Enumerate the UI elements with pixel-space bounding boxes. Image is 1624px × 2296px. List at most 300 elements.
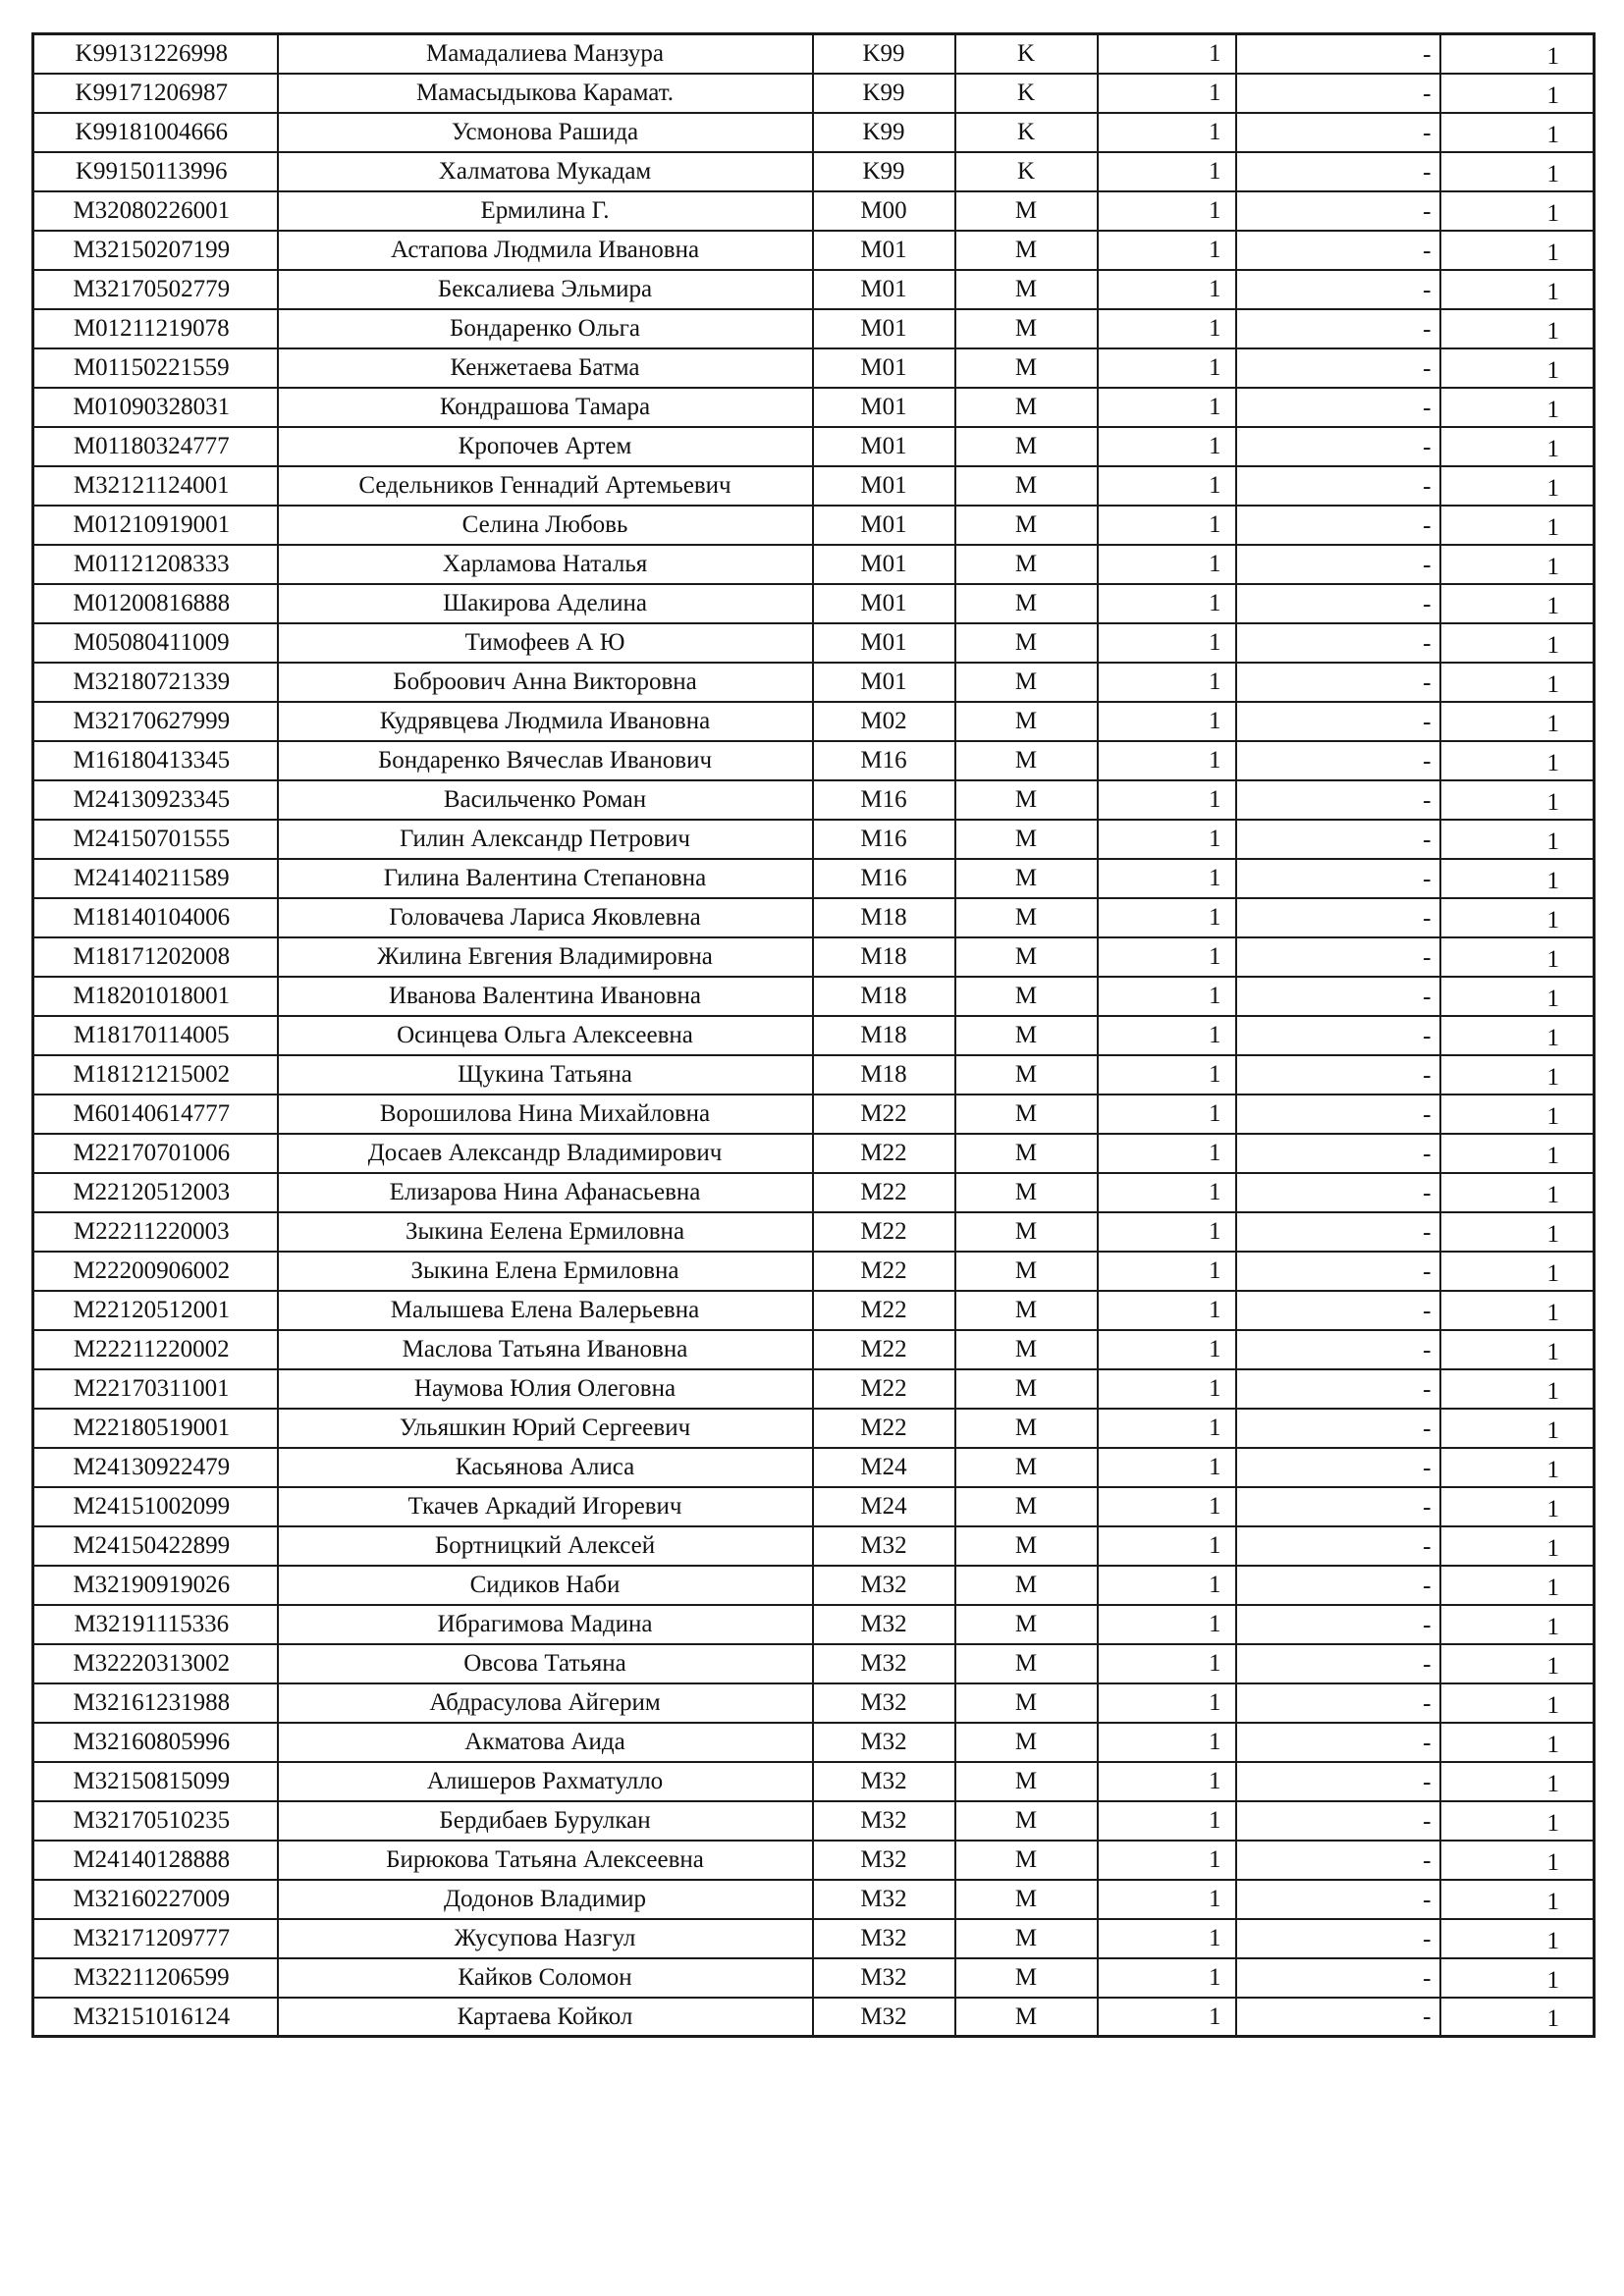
table-row [33, 1055, 1595, 1095]
category-letter-cell: M [955, 1566, 1098, 1605]
total-cell: 1 [1440, 1448, 1595, 1487]
category-letter-cell: M [955, 1409, 1098, 1448]
record-code-cell: M32191115336 [33, 1605, 278, 1644]
dash-value-cell: - [1236, 1919, 1440, 1958]
table-row [33, 545, 1595, 584]
record-code-cell: M01150221559 [33, 348, 278, 388]
person-name-cell: Малышева Елена Валерьевна [278, 1291, 813, 1330]
category-letter-cell: M [955, 309, 1098, 348]
table-row [33, 348, 1595, 388]
record-code-cell: M32220313002 [33, 1644, 278, 1683]
record-code-cell: K99131226998 [33, 34, 278, 74]
table-row [33, 898, 1595, 937]
record-code-cell: M32170627999 [33, 702, 278, 741]
group-code-cell: M22 [813, 1291, 955, 1330]
table-row [33, 702, 1595, 741]
category-letter-cell: M [955, 1448, 1098, 1487]
quantity-cell: 1 [1098, 152, 1236, 191]
total-cell: 1 [1440, 1212, 1595, 1252]
category-letter-cell: M [955, 1095, 1098, 1134]
quantity-cell: 1 [1098, 1958, 1236, 1998]
total-cell: 1 [1440, 1291, 1595, 1330]
person-name-cell: Абдрасулова Айгерим [278, 1683, 813, 1723]
quantity-cell: 1 [1098, 1998, 1236, 2037]
quantity-cell: 1 [1098, 623, 1236, 663]
quantity-cell: 1 [1098, 1919, 1236, 1958]
total-cell: 1 [1440, 191, 1595, 231]
table-row [33, 1330, 1595, 1369]
quantity-cell: 1 [1098, 1134, 1236, 1173]
group-code-cell: M32 [813, 1566, 955, 1605]
records-table-body [33, 34, 1595, 2037]
table-row [33, 663, 1595, 702]
quantity-cell: 1 [1098, 1566, 1236, 1605]
total-cell: 1 [1440, 1330, 1595, 1369]
person-name-cell: Зыкина Елена Ермиловна [278, 1252, 813, 1291]
record-code-cell: M22180519001 [33, 1409, 278, 1448]
person-name-cell: Ермилина Г. [278, 191, 813, 231]
quantity-cell: 1 [1098, 1173, 1236, 1212]
total-cell: 1 [1440, 1605, 1595, 1644]
category-letter-cell: M [955, 584, 1098, 623]
table-row [33, 1409, 1595, 1448]
record-code-cell: K99171206987 [33, 74, 278, 113]
category-letter-cell: M [955, 1212, 1098, 1252]
dash-value-cell: - [1236, 1880, 1440, 1919]
dash-value-cell: - [1236, 1762, 1440, 1801]
total-cell: 1 [1440, 1801, 1595, 1841]
person-name-cell: Кудрявцева Людмила Ивановна [278, 702, 813, 741]
group-code-cell: M32 [813, 1919, 955, 1958]
record-code-cell: M18201018001 [33, 977, 278, 1016]
record-code-cell: M24151002099 [33, 1487, 278, 1526]
group-code-cell: M02 [813, 702, 955, 741]
table-row [33, 1448, 1595, 1487]
table-row [33, 623, 1595, 663]
record-code-cell: M24150422899 [33, 1526, 278, 1566]
quantity-cell: 1 [1098, 1409, 1236, 1448]
total-cell: 1 [1440, 74, 1595, 113]
group-code-cell: M01 [813, 506, 955, 545]
dash-value-cell: - [1236, 623, 1440, 663]
record-code-cell: K99181004666 [33, 113, 278, 152]
person-name-cell: Ульяшкин Юрий Сергеевич [278, 1409, 813, 1448]
group-code-cell: M32 [813, 1880, 955, 1919]
group-code-cell: M32 [813, 1723, 955, 1762]
total-cell: 1 [1440, 1134, 1595, 1173]
person-name-cell: Досаев Александр Владимирович [278, 1134, 813, 1173]
record-code-cell: M32171209777 [33, 1919, 278, 1958]
table-row [33, 1095, 1595, 1134]
dash-value-cell: - [1236, 113, 1440, 152]
group-code-cell: M01 [813, 388, 955, 427]
table-row [33, 1880, 1595, 1919]
category-letter-cell: M [955, 1919, 1098, 1958]
total-cell: 1 [1440, 466, 1595, 506]
dash-value-cell: - [1236, 1330, 1440, 1369]
group-code-cell: M01 [813, 427, 955, 466]
category-letter-cell: M [955, 1605, 1098, 1644]
dash-value-cell: - [1236, 270, 1440, 309]
group-code-cell: M01 [813, 270, 955, 309]
person-name-cell: Сидиков Наби [278, 1566, 813, 1605]
table-row [33, 1487, 1595, 1526]
total-cell: 1 [1440, 1016, 1595, 1055]
group-code-cell: M22 [813, 1330, 955, 1369]
table-row [33, 1919, 1595, 1958]
record-code-cell: M32190919026 [33, 1566, 278, 1605]
total-cell: 1 [1440, 1369, 1595, 1409]
person-name-cell: Иванова Валентина Ивановна [278, 977, 813, 1016]
group-code-cell: M16 [813, 741, 955, 780]
table-row [33, 1369, 1595, 1409]
group-code-cell: M22 [813, 1173, 955, 1212]
person-name-cell: Кенжетаева Батма [278, 348, 813, 388]
quantity-cell: 1 [1098, 1723, 1236, 1762]
record-code-cell: M32211206599 [33, 1958, 278, 1998]
table-row [33, 1723, 1595, 1762]
group-code-cell: M32 [813, 1841, 955, 1880]
record-code-cell: M24130922479 [33, 1448, 278, 1487]
table-row [33, 152, 1595, 191]
person-name-cell: Селина Любовь [278, 506, 813, 545]
category-letter-cell: M [955, 1683, 1098, 1723]
record-code-cell: M22120512001 [33, 1291, 278, 1330]
record-code-cell: M01200816888 [33, 584, 278, 623]
quantity-cell: 1 [1098, 309, 1236, 348]
table-row [33, 1841, 1595, 1880]
total-cell: 1 [1440, 506, 1595, 545]
total-cell: 1 [1440, 1095, 1595, 1134]
category-letter-cell: K [955, 113, 1098, 152]
quantity-cell: 1 [1098, 1291, 1236, 1330]
group-code-cell: K99 [813, 34, 955, 74]
quantity-cell: 1 [1098, 74, 1236, 113]
group-code-cell: K99 [813, 113, 955, 152]
quantity-cell: 1 [1098, 741, 1236, 780]
table-row [33, 1134, 1595, 1173]
category-letter-cell: M [955, 741, 1098, 780]
dash-value-cell: - [1236, 506, 1440, 545]
record-code-cell: M18121215002 [33, 1055, 278, 1095]
group-code-cell: M32 [813, 1998, 955, 2037]
table-row [33, 1291, 1595, 1330]
table-row [33, 820, 1595, 859]
dash-value-cell: - [1236, 1409, 1440, 1448]
group-code-cell: M16 [813, 820, 955, 859]
quantity-cell: 1 [1098, 427, 1236, 466]
quantity-cell: 1 [1098, 1762, 1236, 1801]
quantity-cell: 1 [1098, 1448, 1236, 1487]
dash-value-cell: - [1236, 1998, 1440, 2037]
total-cell: 1 [1440, 584, 1595, 623]
table-row [33, 780, 1595, 820]
group-code-cell: M01 [813, 309, 955, 348]
quantity-cell: 1 [1098, 1841, 1236, 1880]
dash-value-cell: - [1236, 937, 1440, 977]
record-code-cell: M24140211589 [33, 859, 278, 898]
dash-value-cell: - [1236, 820, 1440, 859]
person-name-cell: Бексалиева Эльмира [278, 270, 813, 309]
table-row [33, 309, 1595, 348]
category-letter-cell: M [955, 1330, 1098, 1369]
dash-value-cell: - [1236, 1644, 1440, 1683]
table-row [33, 74, 1595, 113]
person-name-cell: Шакирова Аделина [278, 584, 813, 623]
table-row [33, 937, 1595, 977]
total-cell: 1 [1440, 702, 1595, 741]
category-letter-cell: M [955, 1644, 1098, 1683]
category-letter-cell: M [955, 977, 1098, 1016]
quantity-cell: 1 [1098, 1330, 1236, 1369]
record-code-cell: M22120512003 [33, 1173, 278, 1212]
table-row [33, 1526, 1595, 1566]
category-letter-cell: M [955, 623, 1098, 663]
total-cell: 1 [1440, 231, 1595, 270]
person-name-cell: Елизарова Нина Афанасьевна [278, 1173, 813, 1212]
record-code-cell: M22200906002 [33, 1252, 278, 1291]
person-name-cell: Наумова Юлия Олеговна [278, 1369, 813, 1409]
quantity-cell: 1 [1098, 1369, 1236, 1409]
person-name-cell: Мамадалиева Манзура [278, 34, 813, 74]
dash-value-cell: - [1236, 545, 1440, 584]
dash-value-cell: - [1236, 34, 1440, 74]
dash-value-cell: - [1236, 309, 1440, 348]
dash-value-cell: - [1236, 1605, 1440, 1644]
person-name-cell: Овсова Татьяна [278, 1644, 813, 1683]
category-letter-cell: M [955, 270, 1098, 309]
category-letter-cell: M [955, 1291, 1098, 1330]
category-letter-cell: M [955, 348, 1098, 388]
total-cell: 1 [1440, 427, 1595, 466]
category-letter-cell: K [955, 34, 1098, 74]
dash-value-cell: - [1236, 584, 1440, 623]
total-cell: 1 [1440, 270, 1595, 309]
group-code-cell: M22 [813, 1212, 955, 1252]
group-code-cell: M01 [813, 348, 955, 388]
table-row [33, 1016, 1595, 1055]
dash-value-cell: - [1236, 74, 1440, 113]
group-code-cell: M22 [813, 1369, 955, 1409]
record-code-cell: M16180413345 [33, 741, 278, 780]
record-code-cell: M32150207199 [33, 231, 278, 270]
group-code-cell: M16 [813, 780, 955, 820]
record-code-cell: M01090328031 [33, 388, 278, 427]
dash-value-cell: - [1236, 466, 1440, 506]
dash-value-cell: - [1236, 231, 1440, 270]
dash-value-cell: - [1236, 1566, 1440, 1605]
dash-value-cell: - [1236, 780, 1440, 820]
dash-value-cell: - [1236, 427, 1440, 466]
quantity-cell: 1 [1098, 113, 1236, 152]
record-code-cell: M18171202008 [33, 937, 278, 977]
person-name-cell: Усмонова Рашида [278, 113, 813, 152]
quantity-cell: 1 [1098, 859, 1236, 898]
category-letter-cell: M [955, 388, 1098, 427]
group-code-cell: M01 [813, 466, 955, 506]
group-code-cell: K99 [813, 74, 955, 113]
group-code-cell: M18 [813, 898, 955, 937]
person-name-cell: Бондаренко Ольга [278, 309, 813, 348]
records-table [31, 32, 1596, 2038]
total-cell: 1 [1440, 1958, 1595, 1998]
group-code-cell: M18 [813, 1055, 955, 1095]
category-letter-cell: M [955, 1252, 1098, 1291]
person-name-cell: Щукина Татьяна [278, 1055, 813, 1095]
total-cell: 1 [1440, 309, 1595, 348]
dash-value-cell: - [1236, 859, 1440, 898]
group-code-cell: M01 [813, 584, 955, 623]
dash-value-cell: - [1236, 1448, 1440, 1487]
table-row [33, 741, 1595, 780]
total-cell: 1 [1440, 1723, 1595, 1762]
dash-value-cell: - [1236, 898, 1440, 937]
dash-value-cell: - [1236, 1723, 1440, 1762]
record-code-cell: M32160227009 [33, 1880, 278, 1919]
person-name-cell: Харламова Наталья [278, 545, 813, 584]
quantity-cell: 1 [1098, 702, 1236, 741]
table-row [33, 1958, 1595, 1998]
total-cell: 1 [1440, 623, 1595, 663]
category-letter-cell: M [955, 191, 1098, 231]
quantity-cell: 1 [1098, 1644, 1236, 1683]
person-name-cell: Мамасыдыкова Карамат. [278, 74, 813, 113]
quantity-cell: 1 [1098, 1212, 1236, 1252]
dash-value-cell: - [1236, 1173, 1440, 1212]
total-cell: 1 [1440, 1880, 1595, 1919]
quantity-cell: 1 [1098, 820, 1236, 859]
group-code-cell: M01 [813, 623, 955, 663]
total-cell: 1 [1440, 113, 1595, 152]
category-letter-cell: M [955, 231, 1098, 270]
total-cell: 1 [1440, 1683, 1595, 1723]
quantity-cell: 1 [1098, 1016, 1236, 1055]
quantity-cell: 1 [1098, 1055, 1236, 1095]
group-code-cell: M16 [813, 859, 955, 898]
person-name-cell: Гилин Александр Петрович [278, 820, 813, 859]
group-code-cell: M22 [813, 1252, 955, 1291]
person-name-cell: Маслова Татьяна Ивановна [278, 1330, 813, 1369]
category-letter-cell: M [955, 820, 1098, 859]
quantity-cell: 1 [1098, 1095, 1236, 1134]
group-code-cell: K99 [813, 152, 955, 191]
record-code-cell: M24150701555 [33, 820, 278, 859]
quantity-cell: 1 [1098, 191, 1236, 231]
table-row [33, 427, 1595, 466]
table-row [33, 1762, 1595, 1801]
quantity-cell: 1 [1098, 506, 1236, 545]
group-code-cell: M18 [813, 1016, 955, 1055]
category-letter-cell: M [955, 663, 1098, 702]
category-letter-cell: M [955, 1841, 1098, 1880]
category-letter-cell: K [955, 74, 1098, 113]
person-name-cell: Бондаренко Вячеслав Иванович [278, 741, 813, 780]
table-row [33, 231, 1595, 270]
dash-value-cell: - [1236, 348, 1440, 388]
total-cell: 1 [1440, 388, 1595, 427]
category-letter-cell: M [955, 859, 1098, 898]
category-letter-cell: M [955, 1998, 1098, 2037]
record-code-cell: M24130923345 [33, 780, 278, 820]
category-letter-cell: M [955, 1369, 1098, 1409]
person-name-cell: Касьянова Алиса [278, 1448, 813, 1487]
group-code-cell: M22 [813, 1095, 955, 1134]
category-letter-cell: M [955, 1723, 1098, 1762]
group-code-cell: M01 [813, 231, 955, 270]
quantity-cell: 1 [1098, 388, 1236, 427]
group-code-cell: M24 [813, 1487, 955, 1526]
table-row [33, 1801, 1595, 1841]
total-cell: 1 [1440, 1409, 1595, 1448]
category-letter-cell: M [955, 427, 1098, 466]
dash-value-cell: - [1236, 1212, 1440, 1252]
dash-value-cell: - [1236, 741, 1440, 780]
record-code-cell: K99150113996 [33, 152, 278, 191]
record-code-cell: M32121124001 [33, 466, 278, 506]
record-code-cell: M24140128888 [33, 1841, 278, 1880]
group-code-cell: M18 [813, 937, 955, 977]
record-code-cell: M32080226001 [33, 191, 278, 231]
record-code-cell: M01210919001 [33, 506, 278, 545]
record-code-cell: M01121208333 [33, 545, 278, 584]
record-code-cell: M22211220002 [33, 1330, 278, 1369]
category-letter-cell: M [955, 1016, 1098, 1055]
total-cell: 1 [1440, 937, 1595, 977]
dash-value-cell: - [1236, 1526, 1440, 1566]
category-letter-cell: M [955, 1173, 1098, 1212]
person-name-cell: Бирюкова Татьяна Алексеевна [278, 1841, 813, 1880]
person-name-cell: Гилина Валентина Степановна [278, 859, 813, 898]
category-letter-cell: M [955, 1055, 1098, 1095]
group-code-cell: M18 [813, 977, 955, 1016]
total-cell: 1 [1440, 780, 1595, 820]
total-cell: 1 [1440, 1252, 1595, 1291]
record-code-cell: M32180721339 [33, 663, 278, 702]
record-code-cell: M22211220003 [33, 1212, 278, 1252]
person-name-cell: Жилина Евгения Владимировна [278, 937, 813, 977]
dash-value-cell: - [1236, 1487, 1440, 1526]
dash-value-cell: - [1236, 702, 1440, 741]
table-row [33, 1212, 1595, 1252]
dash-value-cell: - [1236, 1291, 1440, 1330]
category-letter-cell: M [955, 1487, 1098, 1526]
person-name-cell: Тимофеев А Ю [278, 623, 813, 663]
total-cell: 1 [1440, 1055, 1595, 1095]
table-row [33, 34, 1595, 74]
total-cell: 1 [1440, 859, 1595, 898]
record-code-cell: M32170510235 [33, 1801, 278, 1841]
dash-value-cell: - [1236, 1683, 1440, 1723]
group-code-cell: M01 [813, 663, 955, 702]
category-letter-cell: K [955, 152, 1098, 191]
quantity-cell: 1 [1098, 977, 1236, 1016]
person-name-cell: Додонов Владимир [278, 1880, 813, 1919]
person-name-cell: Алишеров Рахматулло [278, 1762, 813, 1801]
person-name-cell: Головачева Лариса Яковлевна [278, 898, 813, 937]
person-name-cell: Кондрашова Тамара [278, 388, 813, 427]
category-letter-cell: M [955, 1134, 1098, 1173]
person-name-cell: Боброович Анна Викторовна [278, 663, 813, 702]
quantity-cell: 1 [1098, 348, 1236, 388]
person-name-cell: Осинцева Ольга Алексеевна [278, 1016, 813, 1055]
person-name-cell: Бортницкий Алексей [278, 1526, 813, 1566]
group-code-cell: M00 [813, 191, 955, 231]
total-cell: 1 [1440, 34, 1595, 74]
table-row [33, 191, 1595, 231]
total-cell: 1 [1440, 1173, 1595, 1212]
dash-value-cell: - [1236, 1958, 1440, 1998]
quantity-cell: 1 [1098, 780, 1236, 820]
